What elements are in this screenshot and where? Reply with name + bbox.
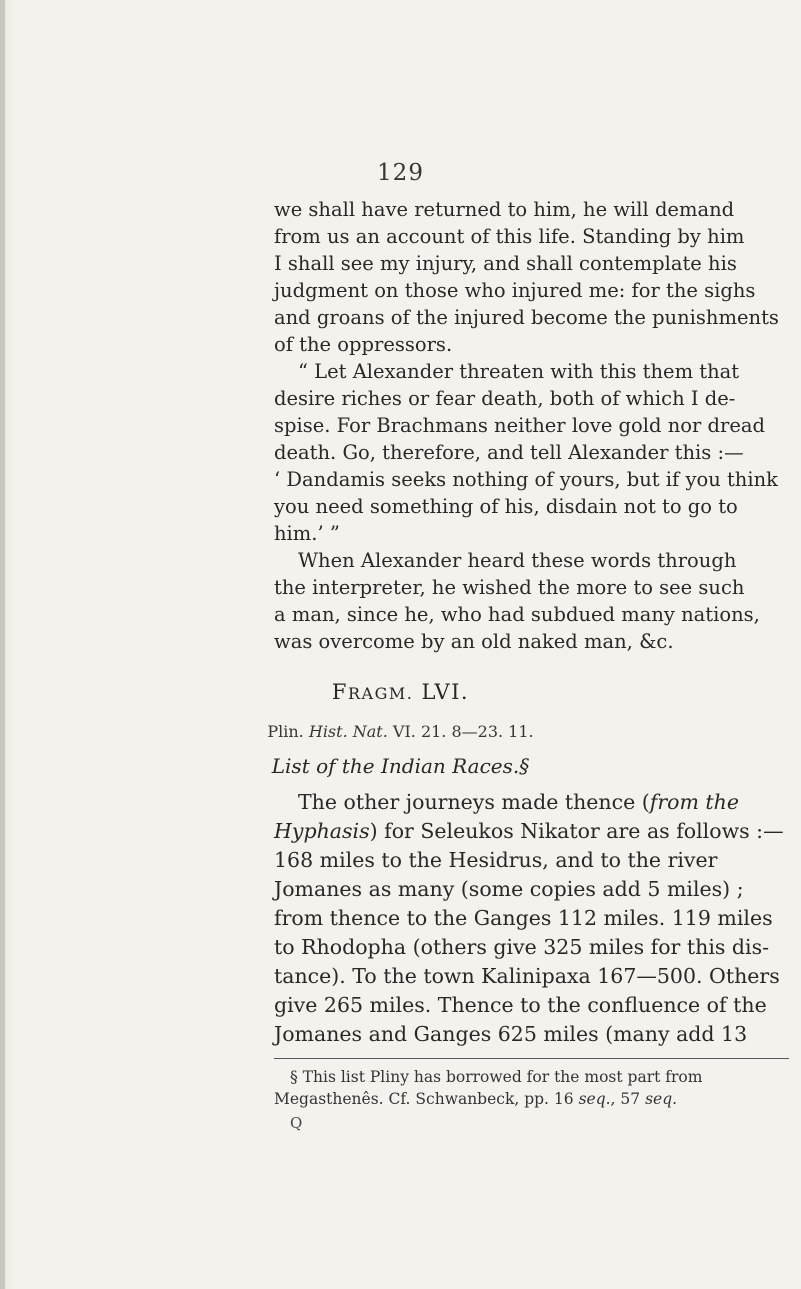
citation-author: Plin. (267, 722, 304, 741)
paragraph-4-line: to Rhodopha (others give 325 miles for this dis- (274, 935, 770, 959)
source-citation (0, 722, 801, 741)
paragraph-2-line: ‘ Dandamis seeks nothing of yours, but if you think (274, 468, 778, 491)
footnote-line: Megasthenês. Cf. Schwanbeck, pp. 16 seq., 57 seq. (274, 1090, 678, 1108)
binding-edge (0, 0, 5, 1289)
paragraph-2-line: “ Let Alexander threaten with this them that (298, 360, 740, 383)
paragraph-1-line: I shall see my injury, and shall contemplate his (274, 252, 737, 275)
paragraph-2-line: spise. For Brachmans neither love gold nor dread (274, 414, 765, 437)
fragment-heading (0, 680, 801, 704)
fragment-number: LVI. (421, 680, 470, 704)
paragraph-2-line: you need something of his, disdain not to go to (274, 495, 738, 518)
paragraph-4-line: Jomanes as many (some copies add 5 miles) ; (274, 877, 744, 901)
paragraph-4-line: The other journeys made thence (from the (298, 790, 740, 814)
paragraph-4-line: give 265 miles. Thence to the confluence of the (274, 993, 767, 1017)
paragraph-4-line: tance). To the town Kalinipaxa 167—500. Others (274, 964, 780, 988)
paragraph-2-line: desire riches or fear death, both of which I de- (274, 387, 736, 410)
fragment-heading-rest: RAGM. (347, 684, 414, 703)
page-number: 129 (377, 160, 424, 186)
paragraph-2-line: him.’ ” (274, 522, 340, 545)
paragraph-4-line: 168 miles to the Hesidrus, and to the river (274, 848, 718, 872)
footnote-divider (274, 1058, 789, 1059)
signature-mark: Q (290, 1114, 303, 1132)
section-subtitle: List of the Indian Races.§ (271, 754, 530, 778)
paragraph-1-line: and groans of the injured become the punishments (274, 306, 779, 329)
paragraph-1-line: judgment on those who injured me: for the sighs (274, 279, 756, 302)
fragment-heading-initial: F (331, 680, 348, 704)
paragraph-3-line: was overcome by an old naked man, &c. (274, 630, 674, 653)
paragraph-2-line: death. Go, therefore, and tell Alexander this :— (274, 441, 744, 464)
paragraph-3-line: a man, since he, who had subdued many nations, (274, 603, 760, 626)
paragraph-3-line: When Alexander heard these words through (298, 549, 737, 572)
citation-reference: VI. 21. 8—23. 11. (392, 722, 534, 741)
paragraph-4-line: Hyphasis) for Seleukos Nikator are as follows :— (274, 819, 784, 843)
footnote-line: § This list Pliny has borrowed for the most part from (290, 1068, 703, 1086)
paragraph-3-line: the interpreter, he wished the more to see such (274, 576, 745, 599)
paragraph-1-line: we shall have returned to him, he will demand (274, 198, 735, 221)
paragraph-1-line: from us an account of this life. Standing by him (274, 225, 745, 248)
citation-work: Hist. Nat. (308, 722, 388, 741)
paragraph-4-line: Jomanes and Ganges 625 miles (many add 13 (274, 1022, 748, 1046)
paragraph-4-line: from thence to the Ganges 112 miles. 119 miles (274, 906, 773, 930)
paragraph-1-line: of the oppressors. (274, 333, 453, 356)
